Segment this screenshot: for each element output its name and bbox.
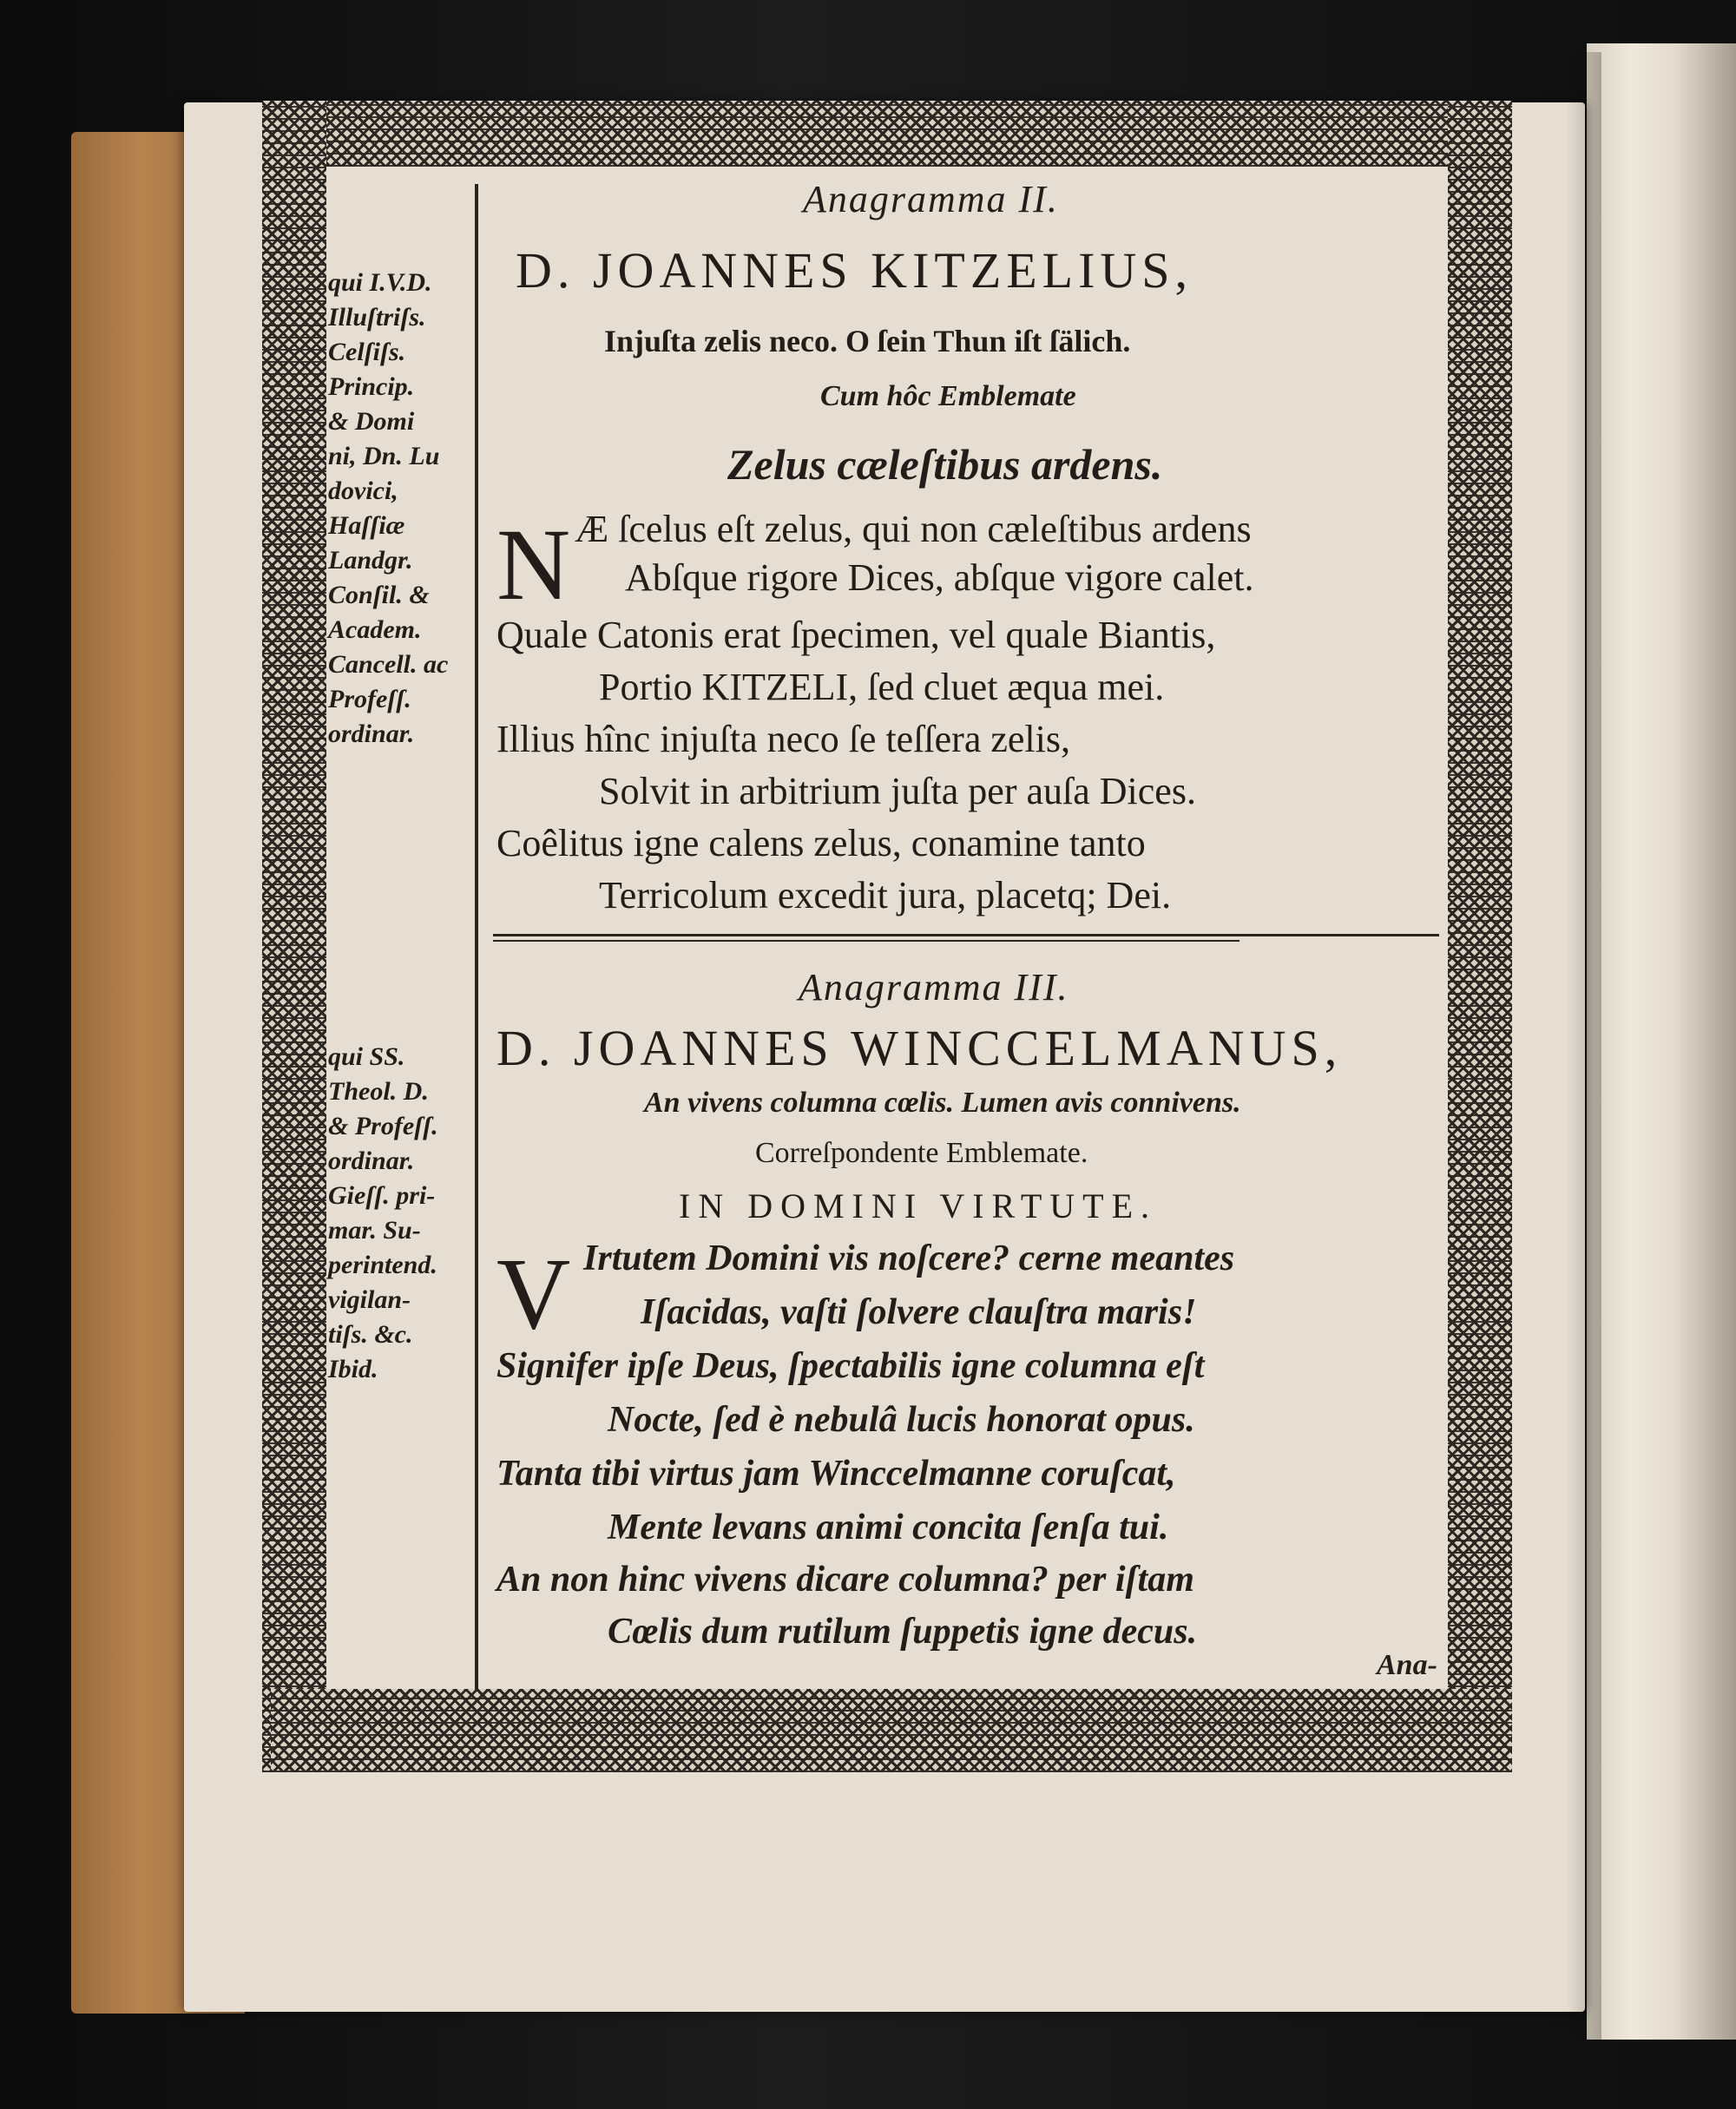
ornamental-border-right [1448, 101, 1512, 1772]
margin-line: Cancell. ac [328, 650, 449, 679]
author-name-winccelmanus: D. JOANNES WINCCELMANUS, [496, 1020, 1343, 1076]
margin-line: qui SS. [328, 1042, 405, 1071]
margin-line: ni, Dn. Lu [328, 442, 440, 470]
verse-line: Signifer ipſe Deus, ſpectabilis igne columna eſt [496, 1346, 1205, 1386]
verse-line: Cœlis dum rutilum ſuppetis igne decus. [608, 1612, 1198, 1652]
margin-line: perintend. [328, 1251, 437, 1279]
margin-line: Profeſſ. [328, 685, 411, 713]
margin-line: Theol. D. [328, 1077, 429, 1106]
verse-line: Terricolum excedit jura, placetq; Dei. [599, 874, 1172, 917]
margin-line: tiſs. &c. [328, 1320, 413, 1349]
margin-line: Princip. [328, 372, 415, 401]
ornamental-border-top [262, 101, 1503, 167]
margin-line: ordinar. [328, 719, 415, 748]
facing-page-edge [1587, 43, 1736, 2040]
margin-line: Illuſtriſs. [328, 303, 426, 332]
author-name-kitzelius: D. JOANNES KITZELIUS, [516, 242, 1194, 299]
anagram-line-3: An vivens columna cœlis. Lumen avis connivens. [644, 1087, 1241, 1119]
margin-line: Conſil. & [328, 581, 430, 609]
margin-line: Landgr. [328, 546, 413, 575]
margin-note-1 [328, 266, 448, 752]
emblem-intro-2: Cum hôc Emblemate [820, 380, 1076, 412]
margin-rule [475, 184, 478, 1691]
verse-line: Illius hînc injuſta neco ſe teſſera zelis, [496, 718, 1070, 760]
margin-line: Haſſiæ [328, 511, 405, 540]
emblem-3: IN DOMINI VIRTUTE. [679, 1186, 1158, 1225]
margin-line: Ibid. [328, 1355, 378, 1383]
margin-line: Celſiſs. [328, 338, 406, 366]
margin-line: qui I.V.D. [328, 268, 432, 297]
margin-line: & Profeſſ. [328, 1112, 438, 1140]
verse-line: Tanta tibi virtus jam Winccelmanne coruſcat, [496, 1454, 1176, 1494]
section-divider [493, 934, 1439, 936]
verse-line: Portio KITZELI, ſed cluet æqua mei. [599, 666, 1165, 708]
verse-line: Æ ſcelus eſt zelus, qui non cæleſtibus ardens [575, 508, 1252, 550]
verse-line: Iſacidas, vaſti ſolvere clauſtra maris! [641, 1292, 1197, 1332]
verse-line: Irtutem Domini vis noſcere? cerne meantes [583, 1238, 1235, 1278]
verse-line: Abſque rigore Dices, abſque vigore calet. [625, 556, 1254, 599]
catchword: Ana- [1377, 1649, 1437, 1681]
section-divider-thin [493, 940, 1240, 942]
page-gutter-shadow [1567, 52, 1601, 2040]
drop-cap-n: N [496, 508, 571, 621]
drop-cap-v: V [496, 1237, 571, 1350]
emblem-2: Zelus cæleſtibus ardens. [727, 440, 1163, 489]
margin-line: dovici, [328, 476, 398, 505]
verse-line: Quale Catonis erat ſpecimen, vel quale Biantis, [496, 614, 1216, 656]
ornamental-border-bottom [271, 1689, 1512, 1772]
verse-line: Nocte, ſed è nebulâ lucis honorat opus. [608, 1400, 1195, 1440]
margin-line: & Domi [328, 407, 415, 436]
anagram-heading-2: Anagramma II. [803, 178, 1059, 220]
anagram-line-2: Injuſta zelis neco. O ſein Thun iſt ſälich. [604, 324, 1131, 358]
margin-note-2 [328, 1040, 438, 1387]
anagram-heading-3: Anagramma III. [799, 966, 1069, 1009]
ornamental-border-left [262, 101, 326, 1772]
margin-line: vigilan- [328, 1285, 411, 1314]
margin-line: Gieſſ. pri- [328, 1181, 436, 1210]
verse-line: Solvit in arbitrium juſta per auſa Dices. [599, 770, 1196, 812]
verse-line: Mente levans animi concita ſenſa tui. [608, 1508, 1169, 1547]
verse-line: Coêlitus igne calens zelus, conamine tanto [496, 822, 1146, 864]
margin-line: mar. Su- [328, 1216, 421, 1245]
margin-line: Academ. [328, 615, 422, 644]
margin-line: ordinar. [328, 1146, 415, 1175]
emblem-intro-3: Correſpondente Emblemate. [755, 1137, 1088, 1169]
verse-line: An non hinc vivens dicare columna? per iſtam [496, 1560, 1194, 1600]
